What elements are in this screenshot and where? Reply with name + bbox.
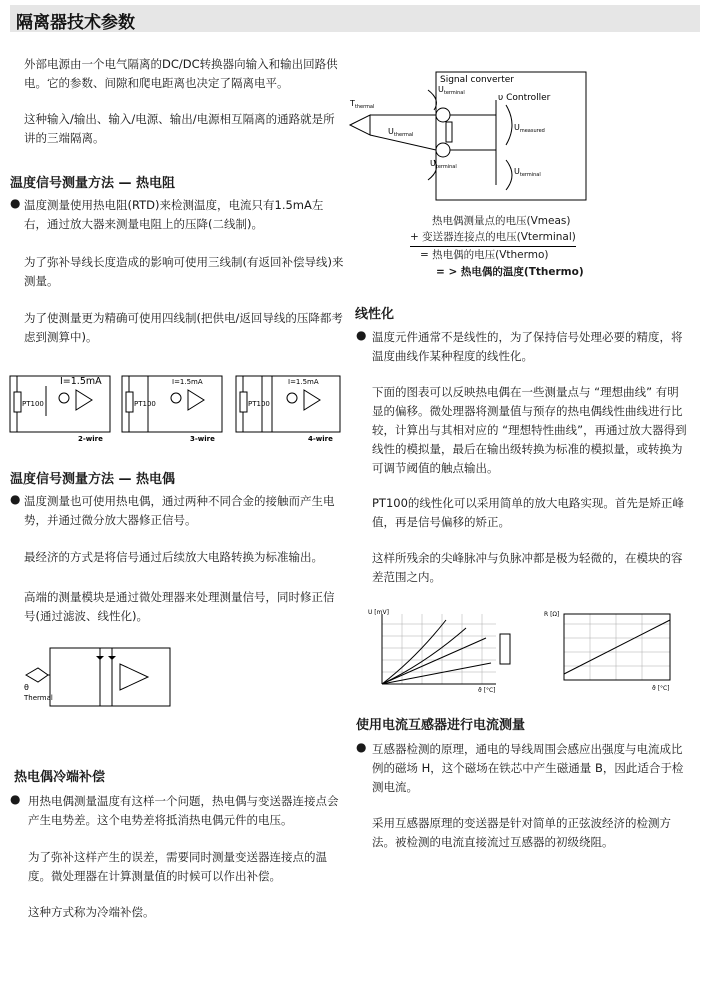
t-thermal-label: $T_{thermal}$ [350, 99, 375, 110]
page-title: 隔离器技术参数 [16, 13, 135, 33]
cold-paragraph-3: 这种方式称为冷端补偿。 [28, 905, 155, 919]
cold-paragraph-1: 用热电偶测量温度有这样一个问题，热电偶与变送器连接点会产生电势差。这个电势差将抵消热电偶元件的电压。 [28, 794, 339, 827]
tc-paragraph-1: 温度测量也可使用热电偶，通过两种不同合金的接触而产生电势，并通过微分放大器修正信号。 [24, 494, 335, 527]
cold-paragraph-2: 为了弥补这样产生的误差，需要同时测量变送器连接点的温度。微处理器在计算测量值的时候可以作出补偿。 [28, 850, 327, 883]
bullet: ● [356, 328, 367, 342]
u-measured-label: $U_{measured}$ [514, 123, 545, 134]
chart2-xlabel: ϑ [°C] [652, 685, 670, 692]
sum-line-4: = > 热电偶的温度(Tthermo) [436, 266, 584, 278]
intro-paragraph-1: 外部电源由一个电气隔离的DC/DC转换器向输入和输出回路供电。它的参数、间隙和爬电距离也决定了隔离电平。 [24, 57, 338, 90]
tc-heading: 温度信号测量方法 — 热电偶 [10, 472, 176, 487]
rtd-wiring-diagrams [6, 368, 346, 446]
u-thermal-label: $U_{thermal}$ [388, 127, 414, 138]
chart1-xlabel: ϑ [°C] [478, 687, 496, 694]
thermocouple-curves-chart [366, 608, 526, 694]
u-terminal-right-label: $U_{terminal}$ [514, 167, 541, 178]
chart1-ylabel: U [mV] [368, 609, 389, 616]
lin-heading: 线性化 [355, 307, 395, 322]
ct-paragraph-1: 互感器检测的原理，通电的导线周围会感应出强度与电流成比例的磁场 H，这个磁场在铁芯中产生磁通量 B，因此适合于检测电流。 [372, 742, 684, 794]
u-terminal-top-label: $U_{terminal}$ [438, 85, 465, 96]
bullet: ● [10, 196, 21, 210]
rtd-sensor-label: PT100 [22, 400, 44, 408]
signal-converter-diagram [346, 70, 592, 208]
rtd-wire-label: 4-wire [308, 435, 333, 443]
rtd-paragraph-3: 为了使测量更为精确可使用四线制(把供电/返回导线的压降都考虑到测算中)。 [24, 311, 343, 344]
chart2-ylabel: R [Ω] [544, 611, 560, 618]
intro-paragraph-2: 这种输入/输出、输入/电源、输出/电源相互隔离的通路就是所讲的三端隔离。 [24, 112, 335, 145]
title-bar [10, 5, 700, 32]
rtd-wire-label: 2-wire [78, 435, 103, 443]
rtd-current-label: I=1.5mA [60, 376, 102, 387]
rtd-diagram-2wire [10, 376, 110, 443]
tc-paragraph-2: 最经济的方式是将信号通过后续放大电路转换为标准输出。 [24, 550, 323, 564]
rtd-diagram-4wire [236, 376, 340, 443]
tc-paragraph-3: 高端的测量模块是通过微处理器来处理测量信号，同时修正信号(通过滤波、线性化)。 [24, 590, 335, 623]
rtd-wire-label: 3-wire [190, 435, 215, 443]
lin-paragraph-4: 这样所残余的尖峰脉冲与负脉冲都是极为轻微的，在模块的容差范围之内。 [372, 551, 683, 584]
rtd-paragraph-2: 为了弥补导线长度造成的影响可使用三线制(有返回补偿导线)来测量。 [24, 255, 344, 288]
rtd-sensor-label: PT100 [134, 400, 156, 408]
bullet: ● [356, 740, 367, 754]
signal-box-title: Signal converter [440, 75, 514, 85]
u-terminal-bottom-label: $U_{terminal}$ [430, 159, 457, 170]
rtd-paragraph-1: 温度测量使用热电阻(RTD)来检测温度，电流只有1.5mA左右，通过放大器来测量电阻上的压降(二线制)。 [24, 198, 324, 231]
lin-paragraph-2: 下面的图表可以反映热电偶在一些测量点与 “理想曲线” 有明显的偏移。微处理器将测量值与预存的热电偶线性曲线进行比较，计算出与其相对应的 “理想特性曲线”，再通过放大器得到线性的模拟量，最后在输出级转换为标准的模拟量，或转换为可调节阈值的触点输出。 [372, 385, 687, 475]
ct-paragraph-2: 采用互感器原理的变送器是针对简单的正弦波经济的检测方法。被检测的电流直接流过互感器的初级绕阻。 [372, 816, 671, 849]
bullet: ● [10, 492, 21, 506]
cold-heading: 热电偶冷端补偿 [14, 770, 106, 785]
lin-paragraph-3: PT100的线性化可以采用简单的放大电路实现。首先是矫正峰值，再是信号偏移的矫正。 [372, 496, 684, 529]
rtd-diagram-3wire [122, 376, 222, 443]
tc-thermal-label: Thermal [24, 694, 53, 702]
sum-line-1: 热电偶测量点的电压(Vmeas) [432, 215, 571, 227]
sum-line-3: = 热电偶的电压(Vthermo) [420, 249, 549, 261]
ct-heading: 使用电流互感器进行电流测量 [356, 718, 526, 733]
bullet: ● [10, 792, 21, 806]
rtd-current-label: I=1.5mA [288, 378, 319, 386]
tc-theta-label: θ [24, 683, 29, 692]
pt100-linear-chart [542, 608, 682, 694]
rtd-current-label: I=1.5mA [172, 378, 203, 386]
lin-paragraph-1: 温度元件通常不是线性的，为了保持信号处理必要的精度，将温度曲线作某种程度的线性化。 [372, 330, 683, 363]
rtd-heading: 温度信号测量方法 — 热电阻 [10, 176, 176, 191]
controller-label: υ Controller [498, 93, 551, 103]
rtd-sensor-label: PT100 [248, 400, 270, 408]
thermocouple-diagram [20, 640, 220, 720]
sum-line-2: + 变送器连接点的电压(Vterminal) [410, 229, 576, 247]
